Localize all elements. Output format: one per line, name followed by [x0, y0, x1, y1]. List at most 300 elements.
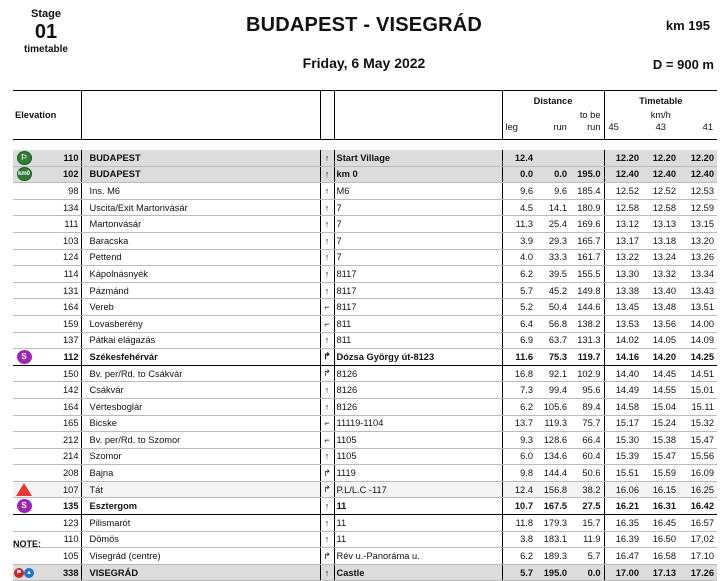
leg-label: leg [505, 122, 518, 132]
row-icon-cell [13, 548, 35, 565]
row-t41: 13.43 [679, 282, 717, 299]
table-row [13, 515, 717, 532]
row-elev: 98 [35, 183, 81, 200]
row-road: 8117 [334, 299, 502, 316]
row-t43: 15.47 [642, 448, 679, 465]
row-loc: Vereb [81, 299, 320, 316]
row-arrow: ↑ [320, 498, 334, 515]
row-t41: 13.51 [679, 299, 717, 316]
row-run: 92.1 [536, 365, 570, 382]
row-icon-cell [13, 266, 35, 283]
row-tobe: 119.7 [570, 349, 604, 366]
row-icon-cell [13, 515, 35, 532]
to-be-label: to be [579, 110, 601, 120]
row-t43: 14.45 [642, 365, 679, 382]
row-arrow: ↑ [320, 216, 334, 233]
row-t41: 12.53 [679, 183, 717, 200]
row-loc: Székesfehérvár [81, 349, 320, 366]
row-elev: 102 [35, 166, 81, 183]
table-row [13, 249, 717, 266]
row-tobe: 50.6 [570, 465, 604, 482]
row-elev: 110 [35, 531, 81, 548]
row-t43: 13.13 [642, 216, 679, 233]
row-leg: 4.0 [502, 249, 536, 266]
row-icon-cell [13, 249, 35, 266]
row-tobe: 5.7 [570, 548, 604, 565]
row-t45: 16.35 [604, 515, 642, 532]
table-row [13, 150, 717, 166]
row-t41: 14.51 [679, 365, 717, 382]
row-tobe: 185.4 [570, 183, 604, 200]
row-run: 56.8 [536, 315, 570, 332]
row-loc: Uscita/Exit Martonvásár [81, 199, 320, 216]
table-row [13, 349, 717, 366]
row-t45: 13.53 [604, 315, 642, 332]
row-elev: 137 [35, 332, 81, 349]
row-t45: 16.21 [604, 498, 642, 515]
row-tobe: 60.4 [570, 448, 604, 465]
row-run: 50.4 [536, 299, 570, 316]
row-t45: 14.58 [604, 398, 642, 415]
row-arrow: ⌐ [320, 432, 334, 449]
row-tobe: 38.2 [570, 481, 604, 498]
table-row [13, 498, 717, 515]
total-km: km 195 [665, 18, 710, 33]
row-tobe: 165.7 [570, 232, 604, 249]
timetable-label: timetable [24, 44, 68, 55]
row-road: 8117 [334, 282, 502, 299]
table-row [13, 232, 717, 249]
timetable-label-col: Timetable [639, 96, 683, 106]
row-tobe: 66.4 [570, 432, 604, 449]
row-road: 11119-1104 [334, 415, 502, 432]
row-road: Rév u.-Panoráma u. [334, 548, 502, 565]
row-icon-cell [13, 232, 35, 249]
row-t43: 15.38 [642, 432, 679, 449]
table-row [13, 216, 717, 233]
row-t45: 16.47 [604, 548, 642, 565]
row-road: 7 [334, 232, 502, 249]
row-road: 8117 [334, 266, 502, 283]
row-run: 63.7 [536, 332, 570, 349]
row-loc: Kápolnásnyék [81, 266, 320, 283]
row-elev: 214 [35, 448, 81, 465]
row-t41: 14.00 [679, 315, 717, 332]
start-icon: ⚐ [17, 151, 32, 165]
row-arrow: ⌐ [320, 299, 334, 316]
row-tobe: 89.4 [570, 398, 604, 415]
stage-number: 01 [34, 21, 58, 43]
row-icon-cell [13, 481, 35, 498]
row-leg: 9.3 [502, 432, 536, 449]
row-elev: 142 [35, 382, 81, 399]
row-tobe: 0.0 [570, 564, 604, 581]
row-leg: 0.0 [502, 166, 536, 183]
finish-icon: ⚑ [14, 568, 24, 578]
row-run: 25.4 [536, 216, 570, 233]
row-elev: 107 [35, 481, 81, 498]
row-t45: 14.49 [604, 382, 642, 399]
row-icon-cell [13, 365, 35, 382]
row-t41: 13.15 [679, 216, 717, 233]
row-t45: 13.12 [604, 216, 642, 233]
table-row [13, 332, 717, 349]
row-loc: VISEGRÁD [81, 564, 320, 581]
row-run: 105.6 [536, 398, 570, 415]
table-row [13, 448, 717, 465]
row-road: P.L/L.C -117 [334, 481, 502, 498]
row-run: 0.0 [536, 166, 570, 183]
row-elev: 111 [35, 216, 81, 233]
row-leg: 13.7 [502, 415, 536, 432]
row-elev: 135 [35, 498, 81, 515]
row-leg: 11.3 [502, 216, 536, 233]
row-run: 33.3 [536, 249, 570, 266]
row-road: 1105 [334, 448, 502, 465]
table-row [13, 481, 717, 498]
row-tobe: 15.7 [570, 515, 604, 532]
table-row [13, 282, 717, 299]
row-icon-cell [13, 564, 35, 581]
row-t43: 14.05 [642, 332, 679, 349]
row-t41: 12.20 [679, 150, 717, 166]
row-run: 39.5 [536, 266, 570, 283]
row-arrow: ⌐ [320, 415, 334, 432]
row-icon-cell [13, 398, 35, 415]
table-row [13, 365, 717, 382]
row-loc: BUDAPEST [81, 150, 320, 166]
row-tobe: 161.7 [570, 249, 604, 266]
row-road: 11 [334, 498, 502, 515]
row-road: 811 [334, 332, 502, 349]
row-t45: 16.39 [604, 531, 642, 548]
row-elev: 338 [35, 564, 81, 581]
row-t43: 16.58 [642, 548, 679, 565]
row-loc: Bv. per/Rd. to Csákvár [81, 365, 320, 382]
table-row [13, 415, 717, 432]
row-leg: 16.8 [502, 365, 536, 382]
row-tobe: 75.7 [570, 415, 604, 432]
row-arrow: ↱ [320, 349, 334, 366]
row-t41: 14.09 [679, 332, 717, 349]
row-tobe: 149.8 [570, 282, 604, 299]
climb-icon: ▲ [24, 568, 34, 578]
row-t43: 14.55 [642, 382, 679, 399]
row-t41: 13.34 [679, 266, 717, 283]
row-t43: 14.20 [642, 349, 679, 366]
row-loc: Bicske [81, 415, 320, 432]
row-road: 7 [334, 199, 502, 216]
row-t45: 15.51 [604, 465, 642, 482]
row-t43: 16.31 [642, 498, 679, 515]
table-row [13, 432, 717, 449]
warning-triangle-icon [16, 483, 32, 496]
row-loc: Dömös [81, 531, 320, 548]
table-row [13, 382, 717, 399]
row-leg: 5.7 [502, 564, 536, 581]
row-loc: Martonvásár [81, 216, 320, 233]
row-t41: 17.02 [679, 531, 717, 548]
row-icon-cell [13, 199, 35, 216]
row-run: 183.1 [536, 531, 570, 548]
row-t45: 12.40 [604, 166, 642, 183]
row-t41: 15.47 [679, 432, 717, 449]
row-loc: Tát [81, 481, 320, 498]
row-arrow: ↑ [320, 448, 334, 465]
row-arrow: ↑ [320, 515, 334, 532]
row-run: 45.2 [536, 282, 570, 299]
row-leg: 10.7 [502, 498, 536, 515]
row-leg: 6.2 [502, 266, 536, 283]
row-arrow: ↑ [320, 232, 334, 249]
row-loc: Pázmánd [81, 282, 320, 299]
row-t43: 16.45 [642, 515, 679, 532]
row-run: 99.4 [536, 382, 570, 399]
row-road: Start Village [334, 150, 502, 166]
row-arrow: ↑ [320, 183, 334, 200]
row-t45: 15.17 [604, 415, 642, 432]
row-arrow: ↑ [320, 332, 334, 349]
row-t43: 13.32 [642, 266, 679, 283]
row-t45: 13.17 [604, 232, 642, 249]
row-leg: 6.2 [502, 548, 536, 565]
row-elev: 110 [35, 150, 81, 166]
row-run: 119.3 [536, 415, 570, 432]
row-elev: 159 [35, 315, 81, 332]
row-tobe: 95.6 [570, 382, 604, 399]
row-road: 11 [334, 531, 502, 548]
row-tobe: 131.3 [570, 332, 604, 349]
row-t41: 16.42 [679, 498, 717, 515]
row-t43: 15.04 [642, 398, 679, 415]
row-icon-cell [13, 432, 35, 449]
row-run: 75.3 [536, 349, 570, 366]
row-leg: 12.4 [502, 481, 536, 498]
row-arrow: ↱ [320, 548, 334, 565]
row-elev: 212 [35, 432, 81, 449]
table-row [13, 183, 717, 200]
row-icon-cell [13, 415, 35, 432]
row-t41: 12.59 [679, 199, 717, 216]
table-row [13, 166, 717, 183]
row-tobe: 138.2 [570, 315, 604, 332]
row-leg: 5.7 [502, 282, 536, 299]
row-t43: 13.18 [642, 232, 679, 249]
row-leg: 11.6 [502, 349, 536, 366]
row-run: 14.1 [536, 199, 570, 216]
row-arrow: ↱ [320, 365, 334, 382]
row-arrow: ⌐ [320, 315, 334, 332]
row-icon-cell [13, 166, 35, 183]
row-tobe: 27.5 [570, 498, 604, 515]
row-leg: 3.8 [502, 531, 536, 548]
row-t41: 16.25 [679, 481, 717, 498]
row-run: 156.8 [536, 481, 570, 498]
timetable-body [13, 150, 717, 581]
row-t45: 14.16 [604, 349, 642, 366]
note-label: NOTE: [13, 539, 41, 549]
row-run: 195.0 [536, 564, 570, 581]
row-t45: 16.06 [604, 481, 642, 498]
sprint-icon: S [17, 499, 32, 513]
row-elev: 150 [35, 365, 81, 382]
row-run: 167.5 [536, 498, 570, 515]
table-row [13, 564, 717, 581]
row-leg: 11.8 [502, 515, 536, 532]
row-t45: 14.02 [604, 332, 642, 349]
row-icon-cell [13, 183, 35, 200]
row-icon-cell [13, 315, 35, 332]
row-arrow: ↑ [320, 564, 334, 581]
row-t45: 13.30 [604, 266, 642, 283]
row-t41: 15.56 [679, 448, 717, 465]
row-arrow: ↑ [320, 150, 334, 166]
row-t41: 17.10 [679, 548, 717, 565]
row-t41: 16.57 [679, 515, 717, 532]
distance-header [502, 91, 604, 140]
table-row [13, 199, 717, 216]
table-row [13, 315, 717, 332]
row-arrow: ↑ [320, 382, 334, 399]
row-tobe: 155.5 [570, 266, 604, 283]
row-road: 1105 [334, 432, 502, 449]
row-loc: Lovasberény [81, 315, 320, 332]
row-t41: 16.09 [679, 465, 717, 482]
row-t41: 17.26 [679, 564, 717, 581]
row-road: Castle [334, 564, 502, 581]
row-t43: 13.48 [642, 299, 679, 316]
row-arrow: ↑ [320, 282, 334, 299]
row-leg: 4.5 [502, 199, 536, 216]
run2-label: run [587, 122, 601, 132]
row-leg: 12.4 [502, 150, 536, 166]
row-road: 8126 [334, 365, 502, 382]
timetable-header [604, 91, 717, 140]
row-t43: 15.59 [642, 465, 679, 482]
row-elev: 164 [35, 398, 81, 415]
row-icon-cell [13, 299, 35, 316]
row-run [536, 150, 570, 166]
speed-41: 41 [702, 122, 714, 132]
row-icon-cell [13, 382, 35, 399]
row-t41: 15.11 [679, 398, 717, 415]
row-t45: 17.00 [604, 564, 642, 581]
row-road: 8126 [334, 382, 502, 399]
row-road: M6 [334, 183, 502, 200]
row-road: 7 [334, 216, 502, 233]
row-elev: 105 [35, 548, 81, 565]
row-loc: Esztergom [81, 498, 320, 515]
row-t41: 13.20 [679, 232, 717, 249]
row-elev: 103 [35, 232, 81, 249]
row-leg: 9.6 [502, 183, 536, 200]
row-tobe: 169.6 [570, 216, 604, 233]
row-road: Dózsa György út-8123 [334, 349, 502, 366]
stage-label: Stage [31, 8, 61, 20]
row-t45: 13.22 [604, 249, 642, 266]
row-loc: Baracska [81, 232, 320, 249]
row-tobe: 144.6 [570, 299, 604, 316]
row-icon-cell [13, 465, 35, 482]
row-t43: 17.13 [642, 564, 679, 581]
row-t41: 12.40 [679, 166, 717, 183]
table-row [13, 398, 717, 415]
row-leg: 7.3 [502, 382, 536, 399]
row-run: 144.4 [536, 465, 570, 482]
speed-45: 45 [608, 122, 619, 132]
table-row [13, 531, 717, 548]
row-arrow: ↑ [320, 166, 334, 183]
row-loc: Vértesboglár [81, 398, 320, 415]
row-icon-cell [13, 282, 35, 299]
row-t45: 13.38 [604, 282, 642, 299]
row-icon-cell [13, 448, 35, 465]
row-t45: 12.52 [604, 183, 642, 200]
row-loc: Pettend [81, 249, 320, 266]
row-run: 128.6 [536, 432, 570, 449]
row-run: 179.3 [536, 515, 570, 532]
row-t41: 15.32 [679, 415, 717, 432]
row-tobe: 11.9 [570, 531, 604, 548]
run-label: run [553, 122, 567, 132]
row-arrow: ↑ [320, 249, 334, 266]
row-loc: Visegrád (centre) [81, 548, 320, 565]
row-elev: 165 [35, 415, 81, 432]
row-road: 8126 [334, 398, 502, 415]
row-run: 134.6 [536, 448, 570, 465]
row-t43: 12.58 [642, 199, 679, 216]
row-loc: Pilismarót [81, 515, 320, 532]
row-loc: Pátkai elágazás [81, 332, 320, 349]
row-icon-cell [13, 332, 35, 349]
row-t45: 12.58 [604, 199, 642, 216]
timetable-table [13, 90, 717, 581]
row-tobe [570, 150, 604, 166]
row-t43: 12.20 [642, 150, 679, 166]
row-icon-cell [13, 349, 35, 366]
row-icon-cell [13, 216, 35, 233]
row-elev: 164 [35, 299, 81, 316]
km0-icon: km0 [17, 167, 32, 181]
row-arrow: ↑ [320, 199, 334, 216]
row-run: 189.3 [536, 548, 570, 565]
row-t45: 13.45 [604, 299, 642, 316]
row-tobe: 195.0 [570, 166, 604, 183]
row-arrow: ↑ [320, 531, 334, 548]
distance-label: Distance [533, 96, 573, 106]
row-icon-cell [13, 498, 35, 515]
route-date: Friday, 6 May 2022 [302, 55, 426, 71]
row-run: 9.6 [536, 183, 570, 200]
row-elev: 131 [35, 282, 81, 299]
elevation-gain: D = 900 m [652, 57, 714, 72]
row-elev: 112 [35, 349, 81, 366]
row-loc: BUDAPEST [81, 166, 320, 183]
row-tobe: 102.9 [570, 365, 604, 382]
route-title: BUDAPEST - VISEGRÁD [245, 14, 483, 36]
row-elev: 114 [35, 266, 81, 283]
row-t43: 13.24 [642, 249, 679, 266]
row-t43: 15.24 [642, 415, 679, 432]
row-elev: 134 [35, 199, 81, 216]
table-row [13, 299, 717, 316]
row-run: 29.3 [536, 232, 570, 249]
sprint-icon: S [17, 350, 32, 364]
row-road: 1119 [334, 465, 502, 482]
row-t45: 12.20 [604, 150, 642, 166]
row-t43: 16.15 [642, 481, 679, 498]
row-loc: Szomor [81, 448, 320, 465]
